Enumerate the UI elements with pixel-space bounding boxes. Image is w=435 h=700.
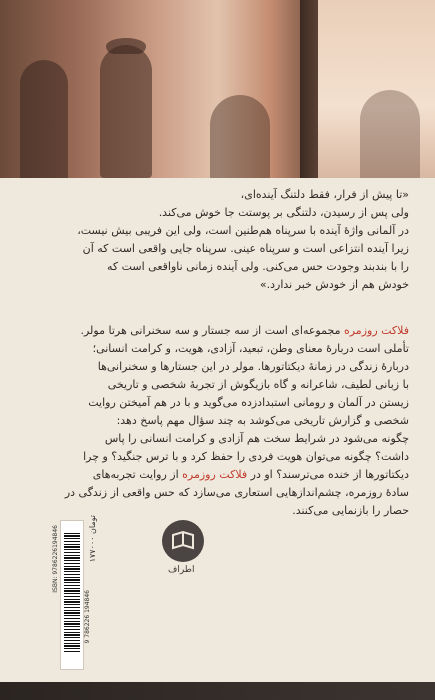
isbn-label: ISBN: 9786226194846 — [52, 525, 59, 593]
book-pages-icon — [162, 520, 204, 562]
description-line: زیستن در آلمان و رومانی استبدادزده می‌گوید و با در هم آمیختن روایت — [88, 396, 409, 409]
cover-photo — [0, 0, 435, 178]
publisher-name: اطراف — [168, 565, 195, 575]
silhouette — [20, 60, 68, 178]
quote-line: در آلمانی واژهٔ آینده با سرپناه هم‌طنین است، ولی این فریبی بیش نیست، — [77, 224, 409, 237]
description-line: فلاکت روزمره مجموعه‌ای است از سه جستار و سه سخنرانی هرتا مولر. — [80, 324, 409, 337]
description-line: با زبانی لطیف، شاعرانه و گاه بازیگوش از تجربهٔ شخصی و تاریخی — [107, 378, 409, 391]
barcode-bars — [64, 533, 80, 653]
quote-line: را با بندبند وجودت حس می‌کنی. ولی آینده زمانی ناواقعی است که — [106, 260, 409, 273]
book-title: فلاکت روزمره — [182, 468, 248, 481]
book-title: فلاکت روزمره — [343, 324, 409, 337]
description-line: چگونه می‌شود در شرایط سخت هم آزادی و کرامت انسانی را پاس — [104, 432, 409, 445]
description-line: سادهٔ روزمره، چشم‌اندازهایی استعاری می‌سازد که حس واقعی از زندگی در — [64, 486, 409, 499]
bottom-strip — [0, 682, 435, 700]
description-line: دیکتاتورها از خنده می‌ترسند؟ او در فلاکت روزمره از روایت تجربه‌های — [92, 468, 409, 481]
description-line: حصار را بازنمایی می‌کنند. — [292, 504, 409, 517]
silhouette — [210, 95, 270, 178]
description-block — [22, 322, 409, 520]
barcode — [60, 520, 84, 670]
quote-block — [22, 186, 409, 294]
description-line: دربارهٔ زندگی در زمانهٔ دیکتاتورها. مولر در این جستارها و سخنرانی‌ها — [97, 360, 409, 373]
description-line: داشت؟ چگونه می‌توان هویت فردی را حفظ کرد و با ترس جنگید؟ و چرا — [83, 450, 409, 463]
silhouette — [360, 90, 420, 178]
silhouette — [100, 45, 152, 178]
price-label: ۱۷۷۰۰۰ تومان — [88, 515, 97, 563]
description-line: شخصی و گزارش تاریخی می‌کوشد به چند سؤال مهم پاسخ دهد: — [116, 414, 409, 427]
quote-line: ولی پس از رسیدن، دلتنگی بر پوستت جا خوش می‌کند. — [158, 206, 409, 219]
door-frame — [300, 0, 318, 178]
isbn-number: 9 786226 194846 — [84, 590, 91, 644]
quote-line: خودش هم از خودش خبر ندارد.» — [259, 278, 409, 291]
quote-line: «تا پیش از فرار، فقط دلتنگ آینده‌ای، — [240, 188, 409, 201]
quote-line: زیرا آینده انتزاعی است و سرپناه عینی. سرپناه جایی واقعی است که آن — [82, 242, 409, 255]
description-line: تأملی است دربارهٔ معنای وطن، تبعید، آزادی، هویت، و کرامت انسانی؛ — [92, 342, 409, 355]
